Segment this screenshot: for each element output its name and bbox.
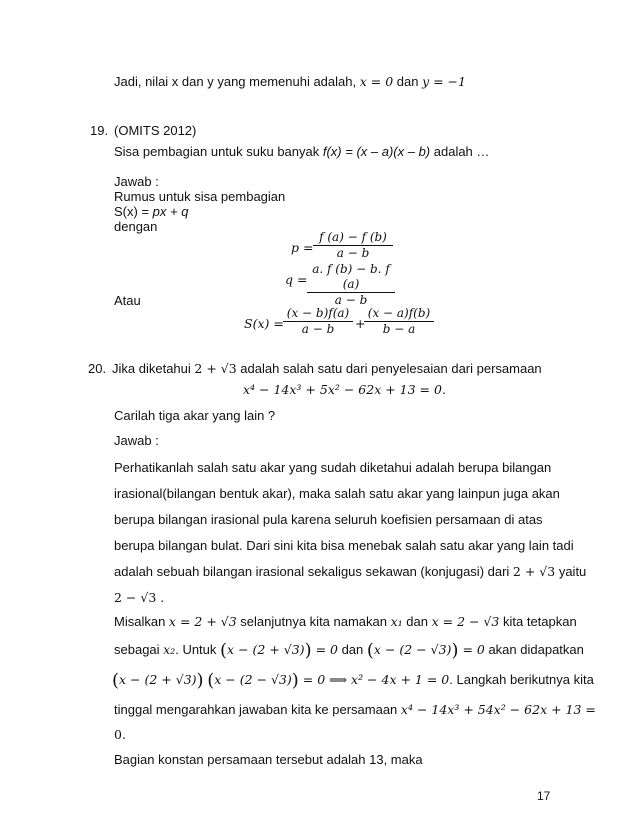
y-value: y = −1 [422, 74, 466, 89]
solution-line-12: Bagian konstan persamaan tersebut adalah 13, maka [114, 752, 423, 767]
solution-line-1: Perhatikanlah salah satu akar yang sudah diketahui adalah berupa bilangan [114, 460, 552, 475]
solution-line-7: Misalkan x = 2 + √3 selanjutnya kita namakan x₁ dan x = 2 − √3 kita tetapkan [114, 614, 577, 629]
sx-label: S(x) = [244, 316, 284, 331]
conclusion-line: Jadi, nilai x dan y yang memenuhi adalah, x = 0 dan y = −1 [114, 74, 466, 89]
problem-19-source: (OMITS 2012) [114, 123, 197, 138]
problem-19-dengan: dengan [114, 219, 158, 234]
problem-19-sx: S(x) = px + q [114, 204, 189, 219]
sx-fraction-1: $\frac{(x - b)f(a)}{a - b}$ [283, 306, 353, 337]
problem-20-ask: Carilah tiga akar yang lain ? [114, 408, 276, 423]
problem-20-equation: x⁴ − 14x³ + 5x² − 62x + 13 = 0. [243, 382, 446, 397]
solution-line-9: (x − (2 + √3)) (x − (2 − √3)) = 0 ⟹ x² − 4x + 1 = 0. Langkah berikutnya kita [112, 670, 594, 691]
solution-line-4: berupa bilangan bulat. Dari sini kita bisa menebak salah satu akar yang lain tadi [114, 538, 574, 553]
p-fraction: $\frac{f (a) - f (b)}{a - b}$ [313, 230, 393, 261]
x-value: x = 0 [359, 74, 394, 89]
problem-20-number: 20. [88, 361, 107, 376]
problem-19-number: 19. [90, 123, 109, 138]
solution-line-3: berupa bilangan irasional pula karena seluruh koefisien persamaan di atas [114, 512, 543, 527]
problem-20-question: Jika diketahui 2 + √3 adalah salah satu dari penyelesaian dari persamaan [112, 361, 542, 376]
problem-19-jawab: Jawab : [114, 174, 159, 189]
problem-19-question: Sisa pembagian untuk suku banyak f(x) = (x – a)(x – b) adalah … [114, 144, 490, 159]
p-label: p = [291, 240, 314, 255]
solution-line-6: 2 − √3 . [114, 590, 165, 605]
atau-label: Atau [114, 293, 141, 308]
problem-20-jawab: Jawab : [114, 433, 159, 448]
solution-line-8: sebagai x₂. Untuk (x − (2 + √3)) = 0 dan (x − (2 − √3)) = 0 akan didapatkan [114, 640, 584, 661]
solution-line-2: irasional(bilangan bentuk akar), maka salah satu akar yang lainpun juga akan [114, 486, 560, 501]
q-fraction: $\frac{a. f (b) - b. f (a)}{a - b}$ [307, 262, 395, 308]
page-number: 17 [537, 789, 551, 803]
sx-fraction-2: $\frac{(x - a)f(b)}{b - a}$ [364, 306, 434, 337]
plus-sign: + [355, 316, 366, 331]
solution-line-10: tinggal mengarahkan jawaban kita ke persamaan x⁴ − 14x³ + 54x² − 62x + 13 = [114, 702, 596, 717]
q-label: q = [285, 272, 308, 287]
problem-19-rumus: Rumus untuk sisa pembagian [114, 189, 286, 204]
solution-line-5: adalah sebuah bilangan irasional sekaligus sekawan (konjugasi) dari 2 + √3 yaitu [114, 564, 587, 579]
solution-line-11: 0. [114, 727, 126, 742]
